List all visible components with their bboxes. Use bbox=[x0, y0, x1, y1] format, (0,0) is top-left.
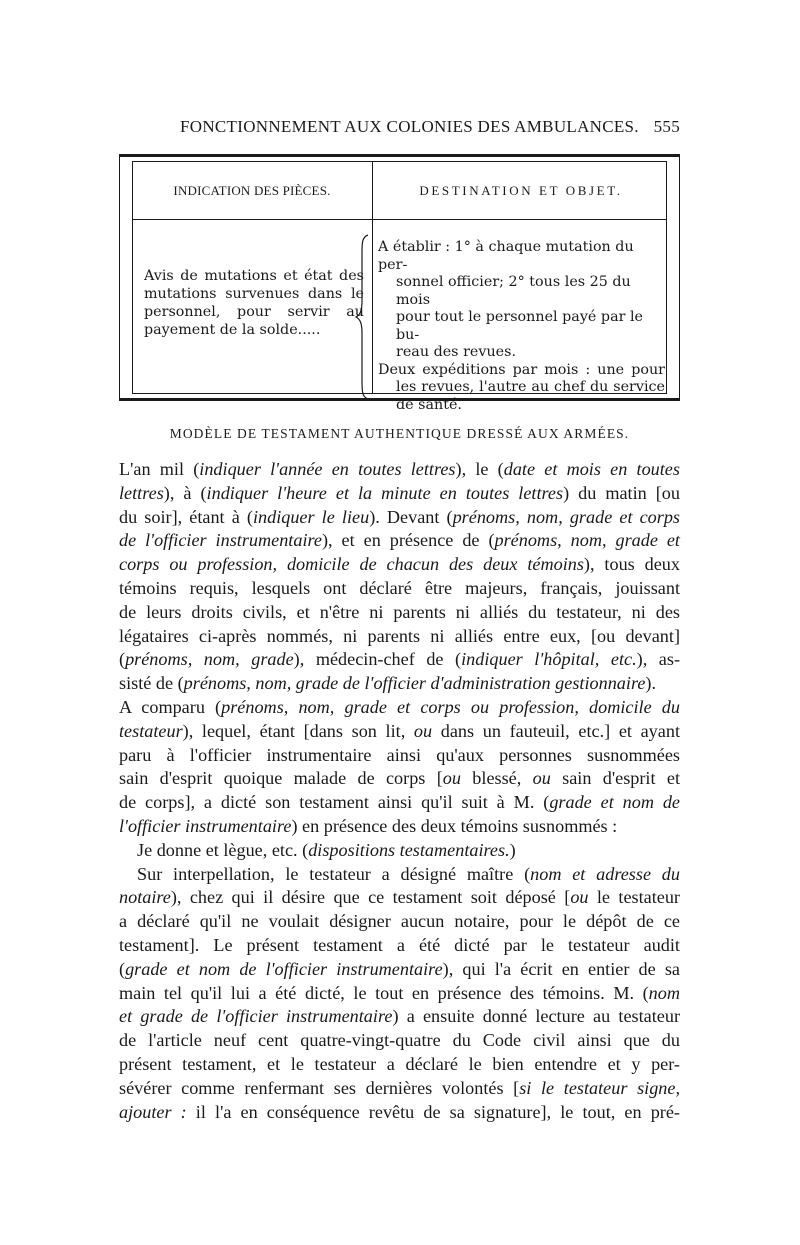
text-segment: ). Devant ( bbox=[369, 506, 453, 527]
text-segment: de corps], a dicté son testament ainsi qu'il suit à M. ( bbox=[119, 792, 550, 813]
body-line bbox=[119, 529, 680, 553]
body-line bbox=[119, 625, 680, 649]
italic-segment: de l'officier instrumentaire bbox=[119, 530, 322, 551]
text-segment: sain d'esprit et bbox=[550, 768, 680, 789]
italic-segment: corps ou profession, domicile de chacun des deux témoins bbox=[119, 554, 584, 575]
italic-segment: prénoms, nom, grade et corps bbox=[452, 506, 681, 527]
body-line bbox=[119, 1053, 680, 1077]
body-line bbox=[119, 863, 680, 887]
text-segment: ) a ensuite donné lecture au testateur bbox=[392, 1006, 680, 1027]
body-line bbox=[119, 1101, 680, 1125]
body-line bbox=[119, 886, 680, 910]
text-segment: ). bbox=[645, 673, 657, 694]
text-segment: ), chez qui il désire que ce testament soit déposé [ bbox=[170, 887, 571, 908]
italic-segment: nom bbox=[648, 982, 680, 1003]
table-cell-line: pour tout le personnel payé par le bu- bbox=[396, 309, 644, 343]
text-segment: présent testament, et le testateur a déclaré le bien entendre et y per- bbox=[119, 1053, 680, 1074]
table-cell-line: A établir : 1° à chaque mutation du per- bbox=[378, 239, 634, 273]
body-line bbox=[119, 482, 680, 506]
text-segment: ), as- bbox=[636, 649, 681, 670]
body-line bbox=[119, 577, 680, 601]
body-line bbox=[119, 934, 680, 958]
body-line bbox=[119, 1077, 680, 1101]
italic-segment: indiquer l'hôpital, etc. bbox=[461, 649, 637, 670]
text-segment: sain d'esprit quoique malade de corps [ bbox=[119, 768, 443, 789]
table-cell-line: Avis de mutations et état des bbox=[144, 268, 364, 284]
italic-segment: testateur bbox=[119, 720, 183, 741]
table-cell-line: sonnel officier; 2° tous les 25 du mois bbox=[396, 274, 631, 308]
body-line bbox=[119, 958, 680, 982]
text-segment: blessé, bbox=[460, 768, 533, 789]
running-head bbox=[180, 117, 680, 141]
body-line bbox=[119, 553, 680, 577]
table-cell-indication bbox=[144, 267, 364, 339]
italic-segment: l'officier instrumentaire bbox=[119, 815, 292, 836]
table-header-destination: DESTINATION ET OBJET. bbox=[419, 183, 623, 198]
text-segment: L'an mil ( bbox=[119, 459, 200, 479]
table-cell-line: les revues, l'autre au chef du service bbox=[396, 379, 665, 395]
italic-segment: ou bbox=[570, 887, 589, 908]
body-line bbox=[119, 744, 680, 768]
text-segment: ), et en présence de ( bbox=[321, 530, 495, 551]
body-line bbox=[119, 720, 680, 744]
italic-segment: nom et adresse du bbox=[530, 863, 680, 884]
table-header-indication: INDICATION DES PIÈCES. bbox=[173, 183, 331, 198]
body-line bbox=[119, 839, 680, 863]
text-segment: a déclaré qu'il ne voulait désigner aucun notaire, pour le dépôt de ce bbox=[119, 911, 680, 932]
documents-table bbox=[119, 154, 680, 413]
text-segment: Sur interpellation, le testateur a désigné maître ( bbox=[137, 863, 531, 884]
text-segment: ( bbox=[119, 649, 126, 670]
table-header-rule bbox=[132, 219, 667, 220]
italic-segment: dispositions testamentaires. bbox=[308, 839, 510, 860]
text-segment: de l'article neuf cent quatre-vingt-quatre du Code civil ainsi que du bbox=[119, 1030, 680, 1051]
italic-segment: ou bbox=[442, 768, 461, 789]
italic-segment: ajouter : bbox=[119, 1101, 187, 1122]
body-line bbox=[119, 815, 680, 839]
text-segment: A comparu ( bbox=[119, 696, 222, 717]
table-cell-line: Deux expéditions par mois : une pour bbox=[378, 361, 665, 378]
text-segment: ), à ( bbox=[163, 482, 207, 503]
italic-segment: prénoms, nom, grade de l'officier d'administration gestionnaire bbox=[183, 673, 646, 694]
body-line bbox=[119, 767, 680, 791]
text-segment: ), médecin-chef de ( bbox=[293, 649, 462, 670]
brace-icon bbox=[352, 231, 376, 401]
table-cell-line: personnel, pour servir au bbox=[144, 304, 364, 320]
text-segment: main tel qu'il lui a été dicté, le tout en présence des témoins. M. ( bbox=[119, 982, 649, 1003]
text-segment: ), le ( bbox=[455, 459, 504, 479]
text-segment: le testateur bbox=[588, 887, 680, 908]
text-segment: témoins requis, lesquels ont déclaré être majeurs, français, jouissant bbox=[119, 577, 680, 598]
italic-segment: et grade de l'officier instrumentaire bbox=[119, 1006, 393, 1027]
body-line bbox=[119, 910, 680, 934]
table-cell-line: mutations survenues dans le bbox=[144, 286, 364, 302]
table-cell-line: payement de la solde..... bbox=[144, 322, 321, 338]
body-line bbox=[119, 696, 680, 720]
body-line bbox=[119, 982, 680, 1006]
page-number: 555 bbox=[653, 117, 680, 136]
text-segment: testament]. Le présent testament a été dicté par le testateur audit bbox=[119, 934, 680, 955]
text-segment: Je donne et lègue, etc. ( bbox=[137, 839, 309, 860]
text-segment: ( bbox=[119, 958, 126, 979]
body-line bbox=[119, 458, 680, 482]
text-segment: ), qui l'a écrit en entier de sa bbox=[442, 958, 680, 979]
table-cell-line: de santé. bbox=[396, 396, 462, 413]
table-cell-line: reau des revues. bbox=[396, 344, 516, 360]
italic-segment: indiquer l'heure et la minute en toutes lettres bbox=[206, 482, 564, 503]
body-line bbox=[119, 648, 680, 672]
text-segment: sévérer comme renfermant ses dernières volontés [ bbox=[119, 1077, 520, 1098]
italic-segment: prénoms, nom, grade bbox=[125, 649, 294, 670]
text-segment: sisté de ( bbox=[119, 673, 184, 694]
text-segment: ) bbox=[509, 839, 516, 860]
text-segment: ) en présence des deux témoins susnommés : bbox=[291, 815, 618, 836]
text-segment: paru à l'officier instrumentaire ainsi qu'aux personnes susnommées bbox=[119, 744, 680, 765]
text-segment: du soir], étant à ( bbox=[119, 506, 253, 527]
body-line bbox=[119, 1005, 680, 1029]
italic-segment: date et mois en toutes bbox=[503, 459, 680, 479]
body-line bbox=[119, 672, 680, 696]
table-inner-top-rule bbox=[132, 161, 667, 162]
italic-segment: indiquer l'année en toutes lettres bbox=[199, 459, 456, 479]
italic-segment: notaire bbox=[119, 887, 171, 908]
table-cell-destination bbox=[378, 239, 665, 414]
running-head-title: FONCTIONNEMENT AUX COLONIES DES AMBULANCES. bbox=[180, 117, 639, 136]
body-line bbox=[119, 601, 680, 625]
text-segment: il l'a en conséquence revêtu de sa signature], le tout, en pré- bbox=[186, 1101, 680, 1122]
text-segment: légataires ci-après nommés, ni parents ni alliés entre eux, [ou devant] bbox=[119, 625, 680, 646]
text-segment: ) du matin [ou bbox=[563, 482, 680, 503]
italic-segment: ou bbox=[413, 720, 433, 741]
section-heading: MODÈLE DE TESTAMENT AUTHENTIQUE DRESSÉ AUX ARMÉES. bbox=[169, 426, 630, 441]
body-text bbox=[119, 458, 680, 1124]
italic-segment: prénoms, nom, grade et bbox=[494, 530, 680, 551]
italic-segment: lettres bbox=[119, 482, 164, 503]
italic-segment: ou bbox=[532, 768, 551, 789]
italic-segment: indiquer le lieu bbox=[252, 506, 370, 527]
italic-segment: si le testateur signe, bbox=[519, 1077, 681, 1098]
body-line bbox=[119, 506, 680, 530]
text-segment: ), tous deux bbox=[583, 554, 680, 575]
italic-segment: grade et nom de l'officier instrumentaire bbox=[125, 958, 443, 979]
text-segment: dans un fauteuil, etc.] et ayant bbox=[432, 720, 680, 741]
italic-segment: prénoms, nom, grade et corps ou profession, domicile du bbox=[221, 696, 680, 717]
text-segment: de leurs droits civils, et n'être ni parents ni alliés du testateur, ni des bbox=[119, 601, 680, 622]
body-line bbox=[119, 1029, 680, 1053]
body-line bbox=[119, 791, 680, 815]
italic-segment: grade et nom de bbox=[549, 792, 681, 813]
text-segment: ), lequel, étant [dans son lit, bbox=[182, 720, 414, 741]
